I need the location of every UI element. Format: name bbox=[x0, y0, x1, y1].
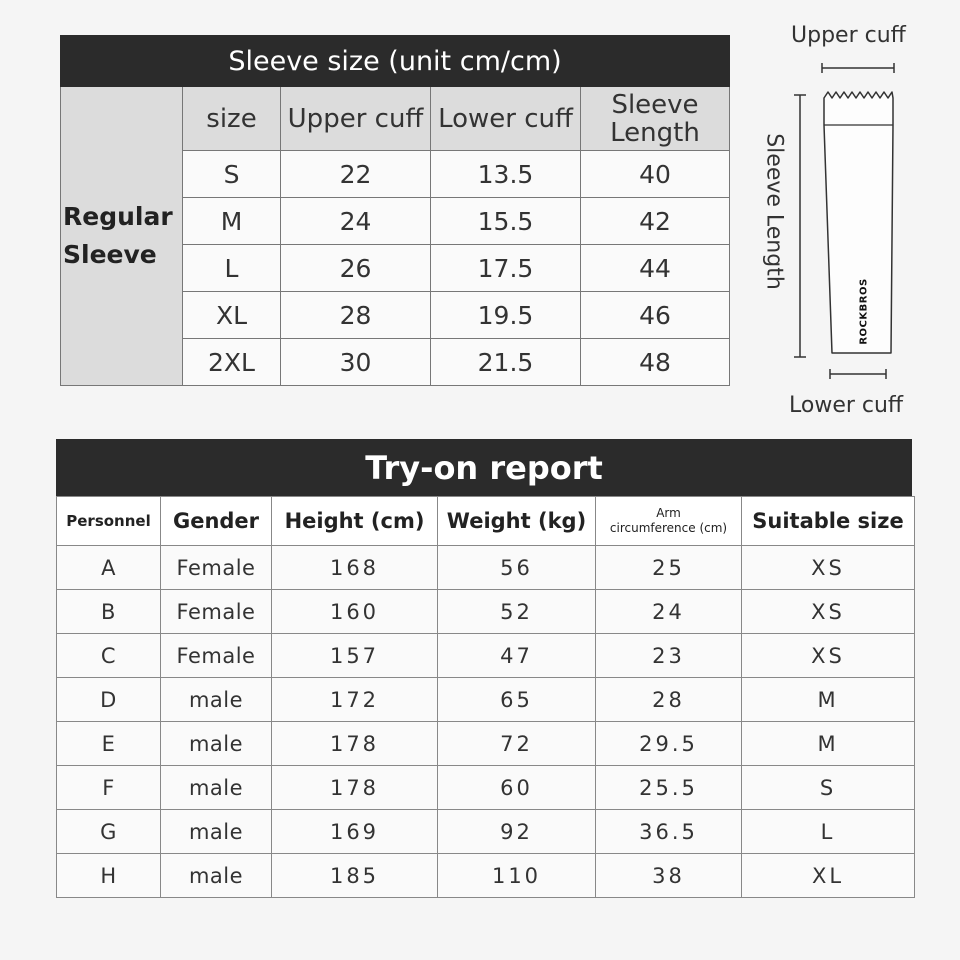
regular-sleeve-label bbox=[61, 87, 183, 386]
arm-cell: 28 bbox=[596, 678, 742, 722]
gender-cell: Female bbox=[161, 634, 272, 678]
header-size: size bbox=[183, 87, 281, 151]
arm-cell: 24 bbox=[596, 590, 742, 634]
height-cell: 172 bbox=[272, 678, 438, 722]
upper-cuff-cell: 28 bbox=[281, 292, 431, 339]
report-row bbox=[57, 634, 915, 678]
header-gender: Gender bbox=[161, 497, 272, 546]
sleeve-diagram bbox=[750, 20, 950, 430]
gender-cell: male bbox=[161, 854, 272, 898]
suitable-size-cell: XS bbox=[742, 590, 915, 634]
header-arm-line2: circumference (cm) bbox=[609, 521, 728, 535]
personnel-cell: A bbox=[57, 546, 161, 590]
arm-cell: 36.5 bbox=[596, 810, 742, 854]
weight-cell: 65 bbox=[438, 678, 596, 722]
upper-cuff-label: Upper cuff bbox=[791, 23, 906, 48]
report-row bbox=[57, 722, 915, 766]
arm-cell: 23 bbox=[596, 634, 742, 678]
upper-cuff-cell: 24 bbox=[281, 198, 431, 245]
height-cell: 169 bbox=[272, 810, 438, 854]
suitable-size-cell: XL bbox=[742, 854, 915, 898]
lower-cuff-cell: 21.5 bbox=[431, 339, 581, 386]
height-cell: 168 bbox=[272, 546, 438, 590]
report-row bbox=[57, 854, 915, 898]
height-cell: 178 bbox=[272, 766, 438, 810]
weight-cell: 92 bbox=[438, 810, 596, 854]
suitable-size-cell: XS bbox=[742, 634, 915, 678]
suitable-size-cell: S bbox=[742, 766, 915, 810]
arm-cell: 25.5 bbox=[596, 766, 742, 810]
lower-cuff-cell: 19.5 bbox=[431, 292, 581, 339]
sleeve-length-cell: 40 bbox=[581, 151, 730, 198]
arm-cell: 29.5 bbox=[596, 722, 742, 766]
sleeve-length-cell: 44 bbox=[581, 245, 730, 292]
header-lower-cuff: Lower cuff bbox=[431, 87, 581, 151]
sleeve-length-cell: 42 bbox=[581, 198, 730, 245]
gender-cell: male bbox=[161, 810, 272, 854]
suitable-size-cell: XS bbox=[742, 546, 915, 590]
header-weight: Weight (kg) bbox=[438, 497, 596, 546]
gender-cell: male bbox=[161, 678, 272, 722]
sleeve-length-cell: 48 bbox=[581, 339, 730, 386]
weight-cell: 47 bbox=[438, 634, 596, 678]
arm-cell: 25 bbox=[596, 546, 742, 590]
personnel-cell: D bbox=[57, 678, 161, 722]
arm-cell: 38 bbox=[596, 854, 742, 898]
size-cell: 2XL bbox=[183, 339, 281, 386]
header-sleeve-length-line1: Sleeve bbox=[611, 89, 699, 120]
lower-cuff-label: Lower cuff bbox=[789, 393, 904, 418]
personnel-cell: E bbox=[57, 722, 161, 766]
suitable-size-cell: M bbox=[742, 722, 915, 766]
personnel-cell: G bbox=[57, 810, 161, 854]
header-height: Height (cm) bbox=[272, 497, 438, 546]
suitable-size-cell: M bbox=[742, 678, 915, 722]
sleeve-length-cell: 46 bbox=[581, 292, 730, 339]
size-table-title: Sleeve size (unit cm/cm) bbox=[61, 36, 730, 87]
gender-cell: Female bbox=[161, 590, 272, 634]
header-sleeve-length-line2: Length bbox=[610, 117, 700, 148]
header-sleeve-length bbox=[581, 87, 730, 151]
upper-cuff-cell: 30 bbox=[281, 339, 431, 386]
weight-cell: 60 bbox=[438, 766, 596, 810]
gender-cell: male bbox=[161, 766, 272, 810]
personnel-cell: F bbox=[57, 766, 161, 810]
height-cell: 185 bbox=[272, 854, 438, 898]
group-label-line1: Regular bbox=[63, 202, 173, 231]
personnel-cell: H bbox=[57, 854, 161, 898]
header-arm-line1: Arm bbox=[656, 506, 681, 520]
report-title: Try-on report bbox=[56, 439, 912, 496]
lower-cuff-cell: 15.5 bbox=[431, 198, 581, 245]
weight-cell: 52 bbox=[438, 590, 596, 634]
report-row bbox=[57, 810, 915, 854]
upper-cuff-cell: 26 bbox=[281, 245, 431, 292]
try-on-report-table bbox=[56, 496, 915, 898]
header-suitable-size: Suitable size bbox=[742, 497, 915, 546]
weight-cell: 110 bbox=[438, 854, 596, 898]
report-row bbox=[57, 766, 915, 810]
weight-cell: 56 bbox=[438, 546, 596, 590]
header-personnel: Personnel bbox=[57, 497, 161, 546]
upper-cuff-cell: 22 bbox=[281, 151, 431, 198]
report-row bbox=[57, 678, 915, 722]
lower-cuff-cell: 13.5 bbox=[431, 151, 581, 198]
lower-cuff-cell: 17.5 bbox=[431, 245, 581, 292]
report-row bbox=[57, 590, 915, 634]
weight-cell: 72 bbox=[438, 722, 596, 766]
group-label-line2: Sleeve bbox=[63, 240, 157, 269]
height-cell: 178 bbox=[272, 722, 438, 766]
header-arm-circumference bbox=[596, 497, 742, 546]
sleeve-length-label: Sleeve Length bbox=[761, 133, 787, 290]
gender-cell: male bbox=[161, 722, 272, 766]
personnel-cell: C bbox=[57, 634, 161, 678]
gender-cell: Female bbox=[161, 546, 272, 590]
report-row bbox=[57, 546, 915, 590]
brand-logo-text: ROCKBROS bbox=[858, 278, 870, 345]
size-cell: M bbox=[183, 198, 281, 245]
personnel-cell: B bbox=[57, 590, 161, 634]
report-header-row bbox=[57, 497, 915, 546]
header-upper-cuff: Upper cuff bbox=[281, 87, 431, 151]
size-cell: L bbox=[183, 245, 281, 292]
size-cell: XL bbox=[183, 292, 281, 339]
height-cell: 160 bbox=[272, 590, 438, 634]
height-cell: 157 bbox=[272, 634, 438, 678]
sleeve-size-table bbox=[60, 35, 730, 386]
suitable-size-cell: L bbox=[742, 810, 915, 854]
size-cell: S bbox=[183, 151, 281, 198]
